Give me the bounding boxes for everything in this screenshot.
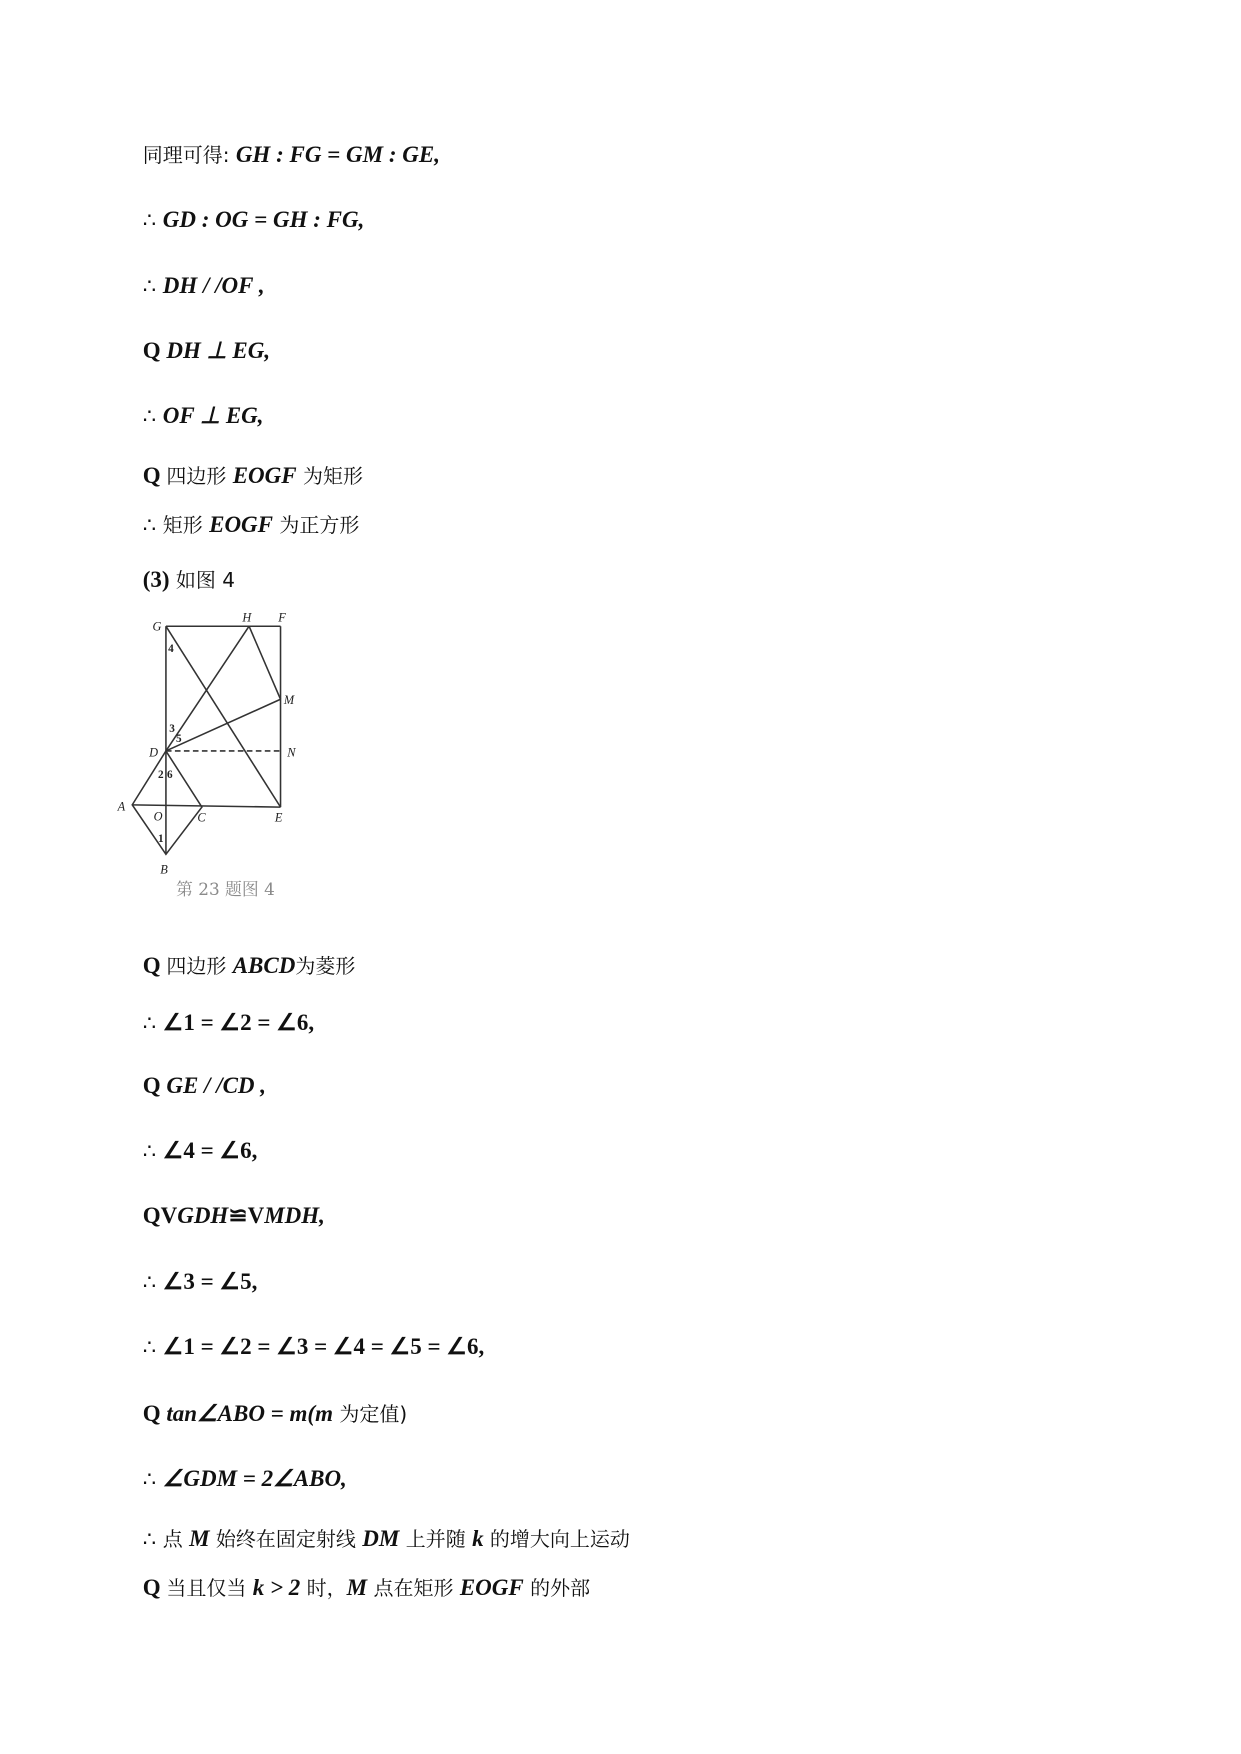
line-text: 的增大向上运动 [483,1527,630,1551]
line-text: 同理可得: [142,143,236,167]
angle-label-5: 5 [176,732,182,745]
point-label-o: O [153,809,163,824]
because-symbol: Q [142,1575,167,1600]
segment-ae [132,805,280,807]
therefore-symbol: ∴ [142,1270,163,1294]
solution-line [116,1497,630,1551]
math-expression: EOGF [209,512,274,537]
point-label-n: N [287,745,296,760]
math-expression: GH : FG = GM : GE, [235,142,440,167]
because-symbol: Q [142,1073,167,1098]
math-expression: GD : OG = GH : FG, [162,207,365,232]
angle-label-4: 4 [168,643,174,656]
math-expression: DM [362,1526,400,1551]
math-expression: ∠1 = ∠2 = ∠6, [162,1010,315,1035]
solution-line [116,374,264,428]
line-text: 为定值) [332,1402,408,1426]
math-expression: k > 2 [252,1575,301,1600]
line-text: 点 [162,1527,190,1551]
solution-line [116,1044,267,1098]
figure-caption: 第 23 题图 4 [176,878,275,899]
solution-line [116,1174,325,1228]
line-text: 为菱形 [295,954,356,978]
line-text: 矩形 [162,513,210,537]
angle-label-6: 6 [167,768,173,781]
line-text: 四边形 [166,954,233,978]
line-text: 的外部 [523,1576,591,1600]
therefore-symbol: ∴ [142,208,163,232]
math-expression: GE / /CD , [166,1073,267,1098]
point-label-d: D [149,745,158,760]
solution-line [116,1546,591,1600]
because-symbol: Q [142,1401,167,1426]
solution-line [116,1240,258,1294]
point-label-m: M [283,692,295,707]
line-text: 当且仅当 [166,1576,253,1600]
solution-line [116,1109,258,1163]
solution-line [116,434,363,488]
solution-line [116,483,360,537]
geometry-figure [112,607,303,905]
line-text: 时， [300,1576,347,1600]
because-symbol: QV [142,1203,178,1228]
segment-ge [166,626,281,807]
solution-line [116,1437,347,1491]
math-expression: ABCD [232,953,296,978]
line-text: 为正方形 [273,513,360,537]
point-label-b: B [160,862,168,877]
point-label-f: F [278,610,286,625]
point-label-a: A [117,799,126,814]
therefore-symbol: ∴ [142,274,163,298]
solution-line [116,1372,408,1426]
math-expression: , [319,1203,325,1228]
solution-line [116,178,365,232]
part-number: (3) [142,567,170,592]
angle-label-1: 1 [158,832,164,845]
math-expression: k [472,1526,484,1551]
math-expression: ∠GDM = 2∠ABO, [162,1466,347,1491]
therefore-symbol: ∴ [142,1139,163,1163]
line-text: 四边形 [166,464,233,488]
math-expression: DH ⊥ EG, [166,338,271,363]
math-expression: tan∠ABO = m(m [166,1401,333,1426]
math-expression: ∠3 = ∠5, [162,1269,258,1294]
solution-line [116,309,271,363]
solution-line [116,924,356,978]
line-text: 始终在固定射线 [209,1527,363,1551]
math-expression: ∠1 = ∠2 = ∠3 = ∠4 = ∠5 = ∠6, [162,1334,485,1359]
math-expression: GDH [177,1203,229,1228]
math-expression: EOGF [459,1575,524,1600]
point-label-c: C [197,810,206,825]
math-expression: EOGF [232,463,297,488]
line-text: 上并随 [399,1527,473,1551]
math-expression: DH / /OF , [162,273,265,298]
therefore-symbol: ∴ [142,1011,163,1035]
because-symbol: Q [142,463,167,488]
point-label-e: E [274,810,283,825]
solution-line [116,244,265,298]
therefore-symbol: ∴ [142,513,163,537]
math-expression: ≌V [228,1203,265,1228]
angle-label-3: 3 [169,722,175,735]
line-text: 点在矩形 [367,1576,460,1600]
angle-label-2: 2 [158,768,164,781]
math-expression: M [189,1526,210,1551]
therefore-symbol: ∴ [142,1335,163,1359]
solution-line [116,1305,485,1359]
line-text: 为矩形 [296,464,363,488]
therefore-symbol: ∴ [142,404,163,428]
solution-line [116,538,235,592]
segment-hm [249,626,280,699]
point-label-h: H [242,610,252,625]
math-expression: MDH [264,1203,320,1228]
rhombus-abcd [132,751,202,854]
math-expression: M [346,1575,368,1600]
math-expression: ∠4 = ∠6, [162,1138,258,1163]
because-symbol: Q [142,953,167,978]
therefore-symbol: ∴ [142,1467,163,1491]
solution-line [116,981,315,1035]
solution-line [116,113,440,167]
point-label-g: G [152,619,162,634]
line-text: 如图 4 [169,568,235,592]
math-expression: OF ⊥ EG, [162,403,264,428]
because-symbol: Q [142,338,167,363]
therefore-symbol: ∴ [142,1527,163,1551]
